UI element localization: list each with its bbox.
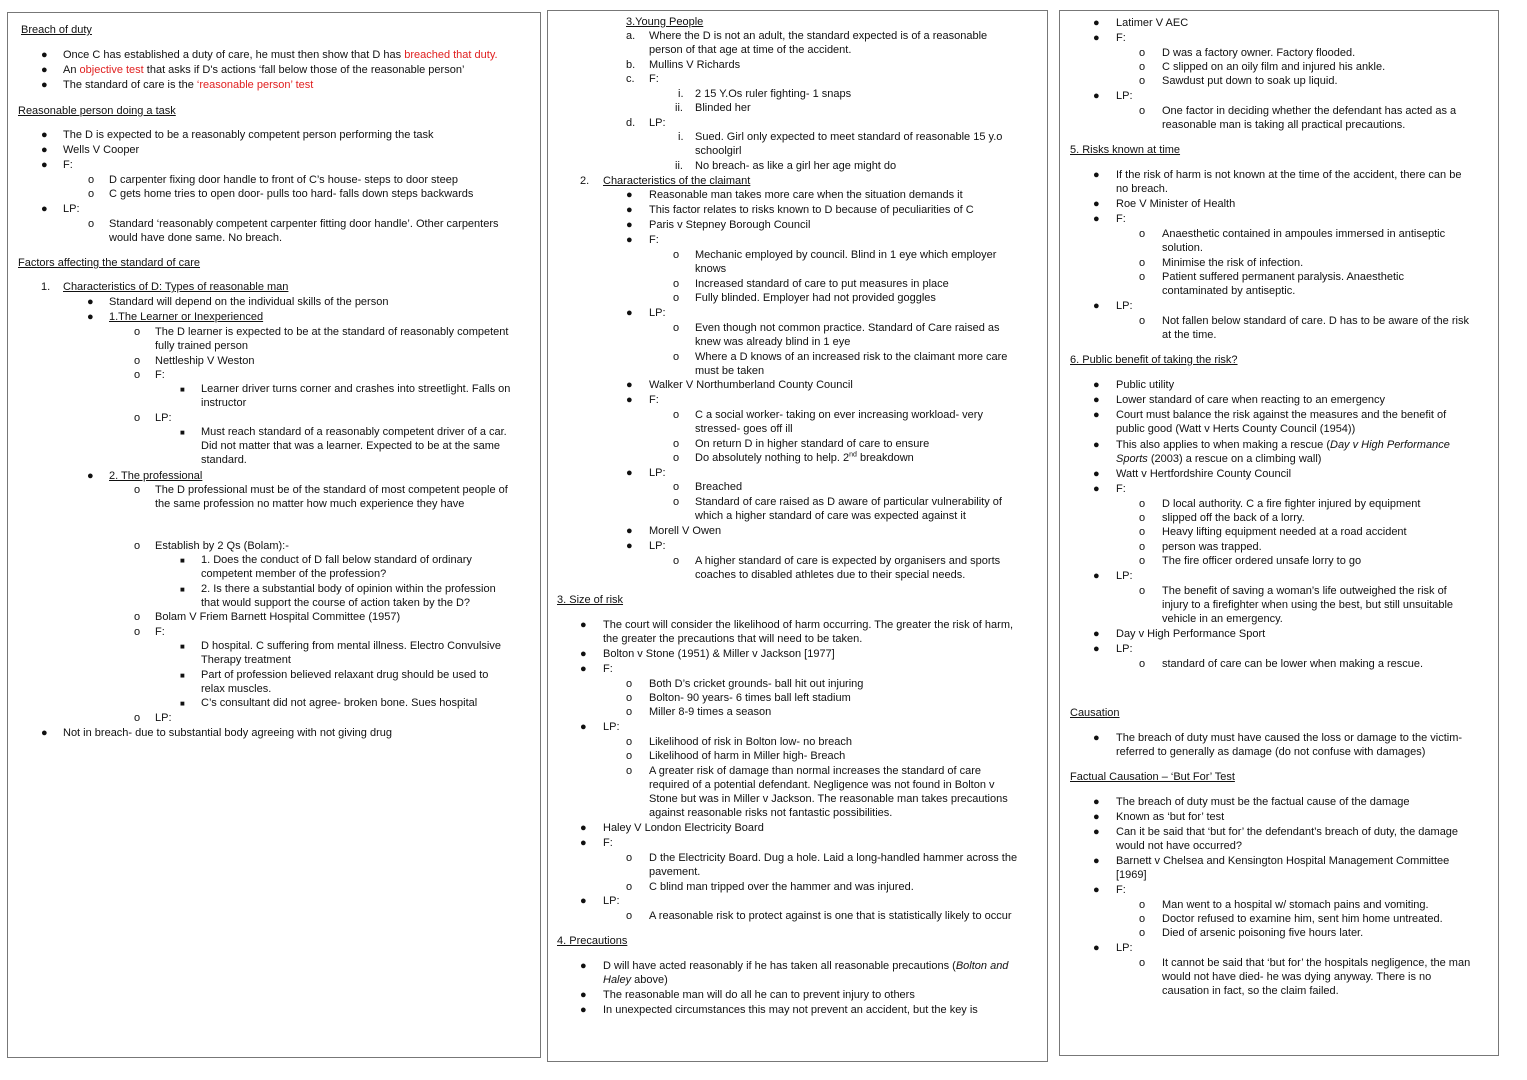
bullet: ●: [580, 619, 587, 631]
bullet: o: [626, 852, 633, 864]
bullet: o: [626, 736, 633, 748]
text-line: LP:: [649, 117, 666, 129]
heading-factors: Factors affecting the standard of care: [18, 257, 201, 269]
bullet: ●: [1093, 409, 1100, 421]
bullet: ●: [626, 204, 633, 216]
heading-characteristics-claimant: Characteristics of the claimant: [603, 175, 751, 187]
text-line: knew was already blind in 1 eye: [695, 336, 851, 348]
text-line: It cannot be said that ‘but for’ the hospitals negligence, the man: [1162, 957, 1471, 969]
bullet: o: [673, 351, 680, 363]
bullet: o: [1139, 526, 1146, 538]
list-letter: b.: [626, 59, 636, 71]
text-line: 2 15 Y.Os ruler fighting- 1 snaps: [695, 88, 852, 100]
heading-risks-known: 5. Risks known at time: [1070, 144, 1181, 156]
text-line: The benefit of saving a woman’s life outweighed the risk of: [1162, 585, 1447, 597]
text-line: Wells V Cooper: [63, 144, 140, 156]
bullet: ■: [180, 385, 185, 394]
text-line: Patient suffered permanent paralysis. Anaesthetic: [1162, 271, 1404, 283]
bullet: ●: [1093, 32, 1100, 44]
text-line: Must reach standard of a reasonably competent driver of a car.: [201, 426, 507, 438]
text-line: Likelihood of harm in Miller high- Breach: [649, 750, 846, 762]
text-line: Latimer V AEC: [1116, 17, 1189, 29]
bullet: o: [1139, 913, 1146, 925]
text-line: Standard of care raised as D aware of particular vulnerability of: [695, 496, 1002, 508]
bullet: ●: [626, 540, 633, 552]
text-line: stressed- goes off ill: [695, 423, 793, 435]
text-line: Even though not common practice. Standard of Care raised as: [695, 322, 1000, 334]
text-line: C a social worker- taking on ever increasing workload- very: [695, 409, 983, 421]
bullet: o: [1139, 47, 1146, 59]
bullet: ■: [180, 428, 185, 437]
bullet: o: [1139, 899, 1146, 911]
text-line: Once C has established a duty of care, he must then show that D has breached that duty.: [63, 49, 498, 61]
text-line: Walker V Northumberland County Council: [649, 379, 853, 391]
left-notes-panel: [7, 12, 541, 1058]
bullet: o: [134, 712, 141, 724]
text-line: Mechanic employed by council. Blind in 1 eye which employer: [695, 249, 997, 261]
bullet: ■: [180, 671, 185, 680]
text-line: Sued. Girl only expected to meet standard of reasonable 15 y.o: [695, 131, 1003, 143]
bullet: o: [626, 881, 633, 893]
text-line: LP:: [649, 467, 666, 479]
text-line: relax muscles.: [201, 683, 272, 695]
text-line: person of that age at time of the accident.: [649, 44, 852, 56]
text-line: D was a factory owner. Factory flooded.: [1162, 47, 1356, 59]
heading-precautions: 4. Precautions: [557, 935, 628, 947]
bullet: ●: [1093, 439, 1100, 451]
bullet: ■: [180, 699, 185, 708]
bullet: ●: [41, 64, 48, 76]
bullet: o: [134, 355, 141, 367]
text-line: A reasonable risk to protect against is one that is statistically likely to occur: [649, 910, 1012, 922]
bullet: ●: [1093, 169, 1100, 181]
text-line: Court must balance the risk against the measures and the benefit of: [1116, 409, 1447, 421]
bullet: o: [626, 706, 633, 718]
text-line: The reasonable man will do all he can to prevent injury to others: [603, 989, 915, 1001]
bullet: ●: [580, 663, 587, 675]
text-line: the greater the precautions that will need to be taken.: [603, 633, 863, 645]
bullet: o: [1139, 957, 1146, 969]
text-line: LP:: [1116, 643, 1133, 655]
bullet: ■: [180, 556, 185, 565]
bullet: ●: [1093, 379, 1100, 391]
text-line: A greater risk of damage than normal increases the standard of care: [649, 765, 982, 777]
text-line: referred to generally as damage (do not confuse with damages): [1116, 746, 1426, 758]
bullet: ●: [41, 79, 48, 91]
text-line: LP:: [63, 203, 80, 215]
text-line: No breach- as like a girl her age might do: [695, 160, 897, 172]
bullet: ●: [1093, 394, 1100, 406]
text-line: LP:: [1116, 942, 1133, 954]
text-line: no breach.: [1116, 183, 1168, 195]
bullet: ●: [580, 648, 587, 660]
text-line: An objective test that asks if D's actions ‘fall below those of the reasonable person’: [63, 64, 465, 76]
bullet: o: [673, 278, 680, 290]
text-line: F:: [1116, 884, 1126, 896]
bullet: ●: [580, 895, 587, 907]
text-line: F:: [649, 234, 659, 246]
text-line: LP:: [1116, 90, 1133, 102]
text-line: F:: [1116, 213, 1126, 225]
text-line: If the risk of harm is not known at the time of the accident, there can be: [1116, 169, 1462, 181]
bullet: ●: [1093, 90, 1100, 102]
bullet: ●: [41, 49, 48, 61]
heading-factual-causation: Factual Causation – ‘But For’ Test: [1070, 771, 1235, 783]
text-line: Bolton- 90 years- 6 times ball left stadium: [649, 692, 851, 704]
bullet: o: [1139, 927, 1146, 939]
text-line: competent member of the profession?: [201, 568, 387, 580]
text-line: D hospital. C suffering from mental illness. Electro Convulsive: [201, 640, 501, 652]
text-line: 2. Is there a substantial body of opinion within the profession: [201, 583, 496, 595]
text-line: Can it be said that ‘but for’ the defendant’s breach of duty, the damage: [1116, 826, 1459, 838]
heading-characteristics-d: Characteristics of D: Types of reasonable man: [63, 281, 289, 293]
bullet: ●: [626, 189, 633, 201]
bullet: o: [88, 174, 95, 186]
bullet: o: [673, 322, 680, 334]
bullet: o: [673, 555, 680, 567]
text-line: slipped off the back of a lorry.: [1162, 512, 1305, 524]
text-line: 1. Does the conduct of D fall below standard of ordinary: [201, 554, 472, 566]
heading-young-people: 3.Young People: [626, 16, 704, 28]
text-line: One factor in deciding whether the defendant has acted as a: [1162, 105, 1457, 117]
text-line: vehicle in an emergency.: [1162, 613, 1283, 625]
text-line: injury to a firefighter when using the best, but still unsuitable: [1162, 599, 1454, 611]
bullet: o: [134, 412, 141, 424]
bullet: ●: [626, 379, 633, 391]
text-line: Minimise the risk of infection.: [1162, 257, 1304, 269]
bullet: o: [1139, 555, 1146, 567]
text-line: On return D in higher standard of care to ensure: [695, 438, 930, 450]
text-line: F:: [63, 159, 73, 171]
text-line: LP:: [155, 712, 172, 724]
bullet: ●: [1093, 300, 1100, 312]
text-line: LP:: [603, 895, 620, 907]
bullet: o: [626, 765, 633, 777]
bullet: ●: [1093, 811, 1100, 823]
bullet: o: [1139, 105, 1146, 117]
bullet: o: [1139, 498, 1146, 510]
text-line: would have done same. No breach.: [109, 232, 283, 244]
bullet: o: [673, 452, 680, 464]
bullet: ●: [626, 219, 633, 231]
text-line: fully trained person: [155, 340, 248, 352]
text-line: C slipped on an oily film and injured his ankle.: [1162, 61, 1386, 73]
bullet: o: [673, 292, 680, 304]
text-line: contaminated by antiseptic.: [1162, 285, 1296, 297]
text-line: which a higher standard of care was expected against it: [695, 510, 966, 522]
bullet: o: [673, 481, 680, 493]
text-line: Fully blinded. Employer had not provided goggles: [695, 292, 936, 304]
bullet: ●: [1093, 855, 1100, 867]
bullet: ●: [1093, 468, 1100, 480]
bullet: o: [626, 678, 633, 690]
heading-professional: 2. The professional: [109, 470, 203, 482]
text-line: A higher standard of care is expected by organisers and sports: [695, 555, 1001, 567]
bullet: o: [134, 484, 141, 496]
bullet: ●: [1093, 213, 1100, 225]
text-line: LP:: [155, 412, 172, 424]
bullet: ●: [1093, 628, 1100, 640]
text-line: F:: [1116, 32, 1126, 44]
text-line: Watt v Hertfordshire County Council: [1116, 468, 1292, 480]
text-line: D will have acted reasonably if he has taken all reasonable precautions (Bolton and: [603, 960, 1009, 972]
list-roman: ii.: [675, 160, 683, 172]
text-line: Doctor refused to examine him, sent him home untreated.: [1162, 913, 1443, 925]
text-line: C gets home tries to open door- pulls too hard- falls down steps backwards: [109, 188, 474, 200]
text-line: The D professional must be of the standard of most competent people of: [155, 484, 508, 496]
bullet: ●: [41, 144, 48, 156]
bullet: o: [134, 626, 141, 638]
text-line: Nettleship V Weston: [155, 355, 255, 367]
text-line: Likelihood of risk in Bolton low- no breach: [649, 736, 853, 748]
text-line: Barnett v Chelsea and Kensington Hospital Management Committee: [1116, 855, 1450, 867]
text-line: F:: [1116, 483, 1126, 495]
list-letter: d.: [626, 117, 636, 129]
text-line: standard of care can be lower when making a rescue.: [1162, 658, 1424, 670]
text-line: Heavy lifting equipment needed at a road accident: [1162, 526, 1407, 538]
text-line: Increased standard of care to put measures in place: [695, 278, 949, 290]
text-line: Therapy treatment: [201, 654, 291, 666]
bullet: o: [1139, 75, 1146, 87]
bullet: o: [134, 369, 141, 381]
text-line: D carpenter fixing door handle to front of C’s house- steps to door steep: [109, 174, 458, 186]
text-line: Do absolutely nothing to help. 2nd breakdown: [695, 451, 914, 464]
bullet: ●: [626, 467, 633, 479]
text-line: [1969]: [1116, 869, 1147, 881]
text-line: F:: [649, 73, 659, 85]
bullet: o: [1139, 315, 1146, 327]
text-line: Where a D knows of an increased risk to the claimant more care: [695, 351, 1008, 363]
text-line: would not have died- he was dying anyway. There is no: [1162, 971, 1432, 983]
text-line: Paris v Stepney Borough Council: [649, 219, 811, 231]
bullet: ●: [87, 296, 94, 308]
bullet: o: [88, 218, 95, 230]
text-line: Man went to a hospital w/ stomach pains and vomiting.: [1162, 899, 1429, 911]
text-line: The standard of care is the ‘reasonable person’ test: [63, 79, 314, 91]
bullet: ●: [1093, 198, 1100, 210]
bullet: ●: [626, 525, 633, 537]
text-line: F:: [155, 626, 165, 638]
middle-notes-panel: [547, 10, 1048, 1062]
bullet: ●: [1093, 942, 1100, 954]
heading-learner: 1.The Learner or Inexperienced: [109, 311, 264, 323]
bullet: ●: [1093, 796, 1100, 808]
text-line: instructor: [201, 397, 247, 409]
bullet: o: [626, 750, 633, 762]
text-line: causation in fact, so the claim failed.: [1162, 985, 1339, 997]
bullet: o: [1139, 271, 1146, 283]
heading-causation: Causation: [1070, 707, 1120, 719]
text-line: coaches to disabled athletes due to their special needs.: [695, 569, 966, 581]
list-letter: a.: [626, 30, 636, 42]
bullet: o: [673, 409, 680, 421]
text-line: Day v High Performance Sport: [1116, 628, 1266, 640]
text-line: The fire officer ordered unsafe lorry to go: [1162, 555, 1362, 567]
text-line: schoolgirl: [695, 145, 742, 157]
text-line: solution.: [1162, 242, 1203, 254]
bullet: ●: [626, 307, 633, 319]
text-line: In unexpected circumstances this may not prevent an accident, but the key is: [603, 1004, 978, 1016]
bullet: ●: [580, 989, 587, 1001]
bullet: ●: [1093, 483, 1100, 495]
list-roman: i.: [678, 88, 684, 100]
text-line: Bolton v Stone (1951) & Miller v Jackson [1977]: [603, 648, 835, 660]
text-line: Standard will depend on the individual skills of the person: [109, 296, 389, 308]
bullet: ●: [41, 159, 48, 171]
bullet: ●: [41, 203, 48, 215]
text-line: must be taken: [695, 365, 765, 377]
text-line: Lower standard of care when reacting to an emergency: [1116, 394, 1386, 406]
text-line: would not have occurred?: [1116, 840, 1242, 852]
text-line: The breach of duty must have caused the loss or damage to the victim-: [1116, 732, 1463, 744]
bullet: ●: [580, 822, 587, 834]
bullet: o: [1139, 585, 1146, 597]
text-line: that would support the course of action taken by the D?: [201, 597, 471, 609]
list-number: 2.: [580, 175, 590, 187]
text-line: Known as ‘but for’ test: [1116, 811, 1225, 823]
bullet: ■: [180, 585, 185, 594]
text-line: F:: [603, 663, 613, 675]
bullet: o: [88, 188, 95, 200]
text-line: C blind man tripped over the hammer and was injured.: [649, 881, 914, 893]
text-line: LP:: [1116, 300, 1133, 312]
bullet: o: [1139, 541, 1146, 553]
text-line: Haley above): [603, 974, 668, 986]
text-line: Anaesthetic contained in ampoules immersed in antiseptic: [1162, 228, 1446, 240]
list-number: 1.: [41, 281, 51, 293]
text-line: Not fallen below standard of care. D has to be aware of the risk: [1162, 315, 1469, 327]
text-line: Not in breach- due to substantial body agreeing with not giving drug: [63, 727, 392, 739]
text-line: LP:: [1116, 570, 1133, 582]
text-line: Died of arsenic poisoning five hours later.: [1162, 927, 1364, 939]
bullet: o: [1139, 658, 1146, 670]
heading-reasonable-person: Reasonable person doing a task: [18, 105, 176, 117]
text-line: Blinded her: [695, 102, 751, 114]
text-line: Miller 8-9 times a season: [649, 706, 772, 718]
text-line: The breach of duty must be the factual cause of the damage: [1116, 796, 1410, 808]
bullet: ●: [580, 960, 587, 972]
text-line: Haley V London Electricity Board: [603, 822, 764, 834]
bullet: ●: [41, 129, 48, 141]
right-notes-panel: [1059, 10, 1499, 1056]
bullet: o: [1139, 61, 1146, 73]
heading-public-benefit: 6. Public benefit of taking the risk?: [1070, 354, 1238, 366]
text-line: Morell V Owen: [649, 525, 722, 537]
bullet: ●: [1093, 884, 1100, 896]
bullet: ●: [1093, 643, 1100, 655]
text-line: pavement.: [649, 866, 701, 878]
bullet: ●: [41, 727, 48, 739]
text-line: Bolam V Friem Barnett Hospital Committee (1957): [155, 611, 401, 623]
bullet: ●: [87, 311, 94, 323]
text-line: LP:: [649, 307, 666, 319]
bullet: ●: [580, 837, 587, 849]
text-line: knows: [695, 263, 727, 275]
text-line: Mullins V Richards: [649, 59, 741, 71]
bullet: o: [626, 692, 633, 704]
text-line: reasonable man is taking all practical precautions.: [1162, 119, 1406, 131]
bullet: ●: [626, 394, 633, 406]
text-line: F:: [649, 394, 659, 406]
bullet: ●: [87, 470, 94, 482]
text-line: Standard ‘reasonably competent carpenter fitting door handle’. Other carpenters: [109, 218, 499, 230]
bullet: ●: [1093, 17, 1100, 29]
bullet: ●: [580, 721, 587, 733]
text-line: Learner driver turns corner and crashes into streetlight. Falls on: [201, 383, 511, 395]
list-roman: ii.: [675, 102, 683, 114]
bullet: o: [134, 326, 141, 338]
bullet: o: [1139, 257, 1146, 269]
text-line: F:: [603, 837, 613, 849]
text-line: Public utility: [1116, 379, 1175, 391]
bullet: ●: [1093, 826, 1100, 838]
text-line: person was trapped.: [1162, 541, 1262, 553]
text-line: The court will consider the likelihood of harm occurring. The greater the risk of harm,: [603, 619, 1014, 631]
text-line: D the Electricity Board. Dug a hole. Laid a long-handled hammer across the: [649, 852, 1018, 864]
text-line: Did not matter that was a learner. Expected to be at the same: [201, 440, 500, 452]
list-roman: i.: [678, 131, 684, 143]
text-line: LP:: [603, 721, 620, 733]
text-line: Roe V Minister of Health: [1116, 198, 1236, 210]
text-line: standard.: [201, 454, 247, 466]
text-line: required of a potential defendant. Negligence was not found in Bolton v: [649, 779, 995, 791]
text-line: Sports (2003) a rescue on a climbing wall): [1116, 453, 1322, 465]
text-line: C’s consultant did not agree- broken bone. Sues hospital: [201, 697, 478, 709]
text-line: against reasonable risks not fantastic possibilities.: [649, 807, 893, 819]
text-line: Where the D is not an adult, the standard expected is of a reasonable: [649, 30, 988, 42]
text-line: LP:: [649, 540, 666, 552]
text-line: Sawdust put down to soak up liquid.: [1162, 75, 1338, 87]
text-line: Both D’s cricket grounds- ball hit out injuring: [649, 678, 864, 690]
bullet: o: [673, 438, 680, 450]
list-letter: c.: [626, 73, 635, 85]
heading-size-of-risk: 3. Size of risk: [557, 594, 624, 606]
text-line: Reasonable man takes more care when the situation demands it: [649, 189, 963, 201]
bullet: o: [1139, 512, 1146, 524]
text-line: The D is expected to be a reasonably competent person performing the task: [63, 129, 434, 141]
text-line: public good (Watt v Herts County Council (1954)): [1116, 423, 1356, 435]
bullet: o: [673, 249, 680, 261]
bullet: ●: [1093, 732, 1100, 744]
text-line: at the time.: [1162, 329, 1217, 341]
text-line: Part of profession believed relaxant drug should be used to: [201, 669, 489, 681]
bullet: o: [134, 540, 141, 552]
bullet: ●: [580, 1004, 587, 1016]
bullet: o: [626, 910, 633, 922]
heading-breach-of-duty: Breach of duty: [21, 24, 92, 36]
text-line: This factor relates to risks known to D because of peculiarities of C: [649, 204, 974, 216]
bullet: ●: [1093, 570, 1100, 582]
text-line: Establish by 2 Qs (Bolam):-: [155, 540, 289, 552]
bullet: o: [134, 611, 141, 623]
bullet: ■: [180, 642, 185, 651]
text-line: The D learner is expected to be at the standard of reasonably competent: [155, 326, 509, 338]
text-line: the same profession no matter how much experience they have: [155, 498, 465, 510]
text-line: This also applies to when making a rescue (Day v High Performance: [1116, 439, 1450, 451]
text-line: Stone but was in Miller v Jackson. The reasonable man takes precautions: [649, 793, 1008, 805]
bullet: o: [673, 496, 680, 508]
bullet: o: [1139, 228, 1146, 240]
bullet: ●: [626, 234, 633, 246]
text-line: D local authority. C a fire fighter injured by equipment: [1162, 498, 1421, 510]
text-line: F:: [155, 369, 165, 381]
text-line: Breached: [695, 481, 743, 493]
